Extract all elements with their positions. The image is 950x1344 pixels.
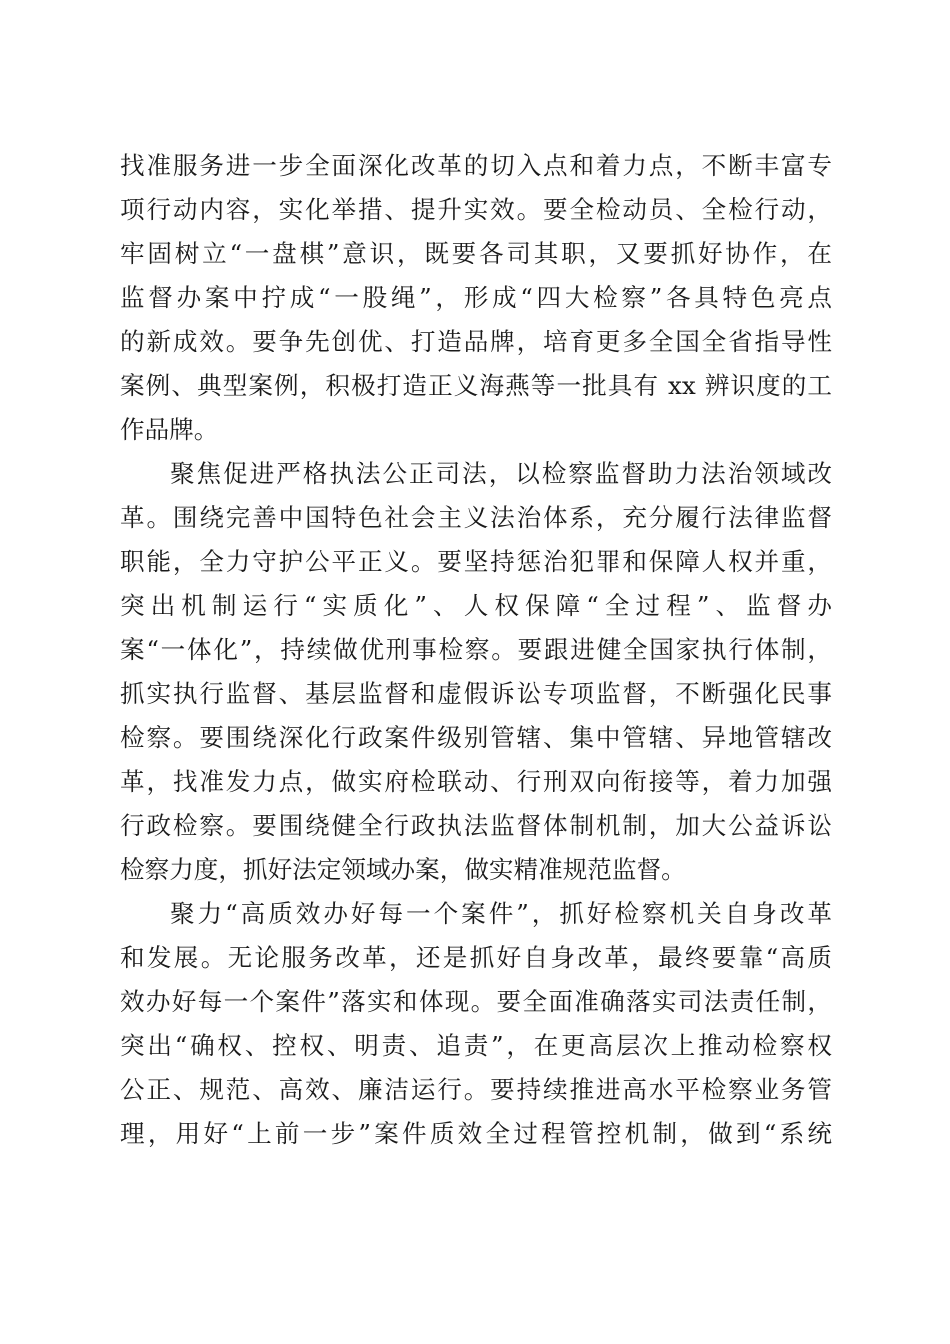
text-line: 行政检察。要围绕健全行政执法监督体制机制，加大公益诉讼	[120, 811, 832, 840]
text-line: 效办好每一个案件”落实和体现。要全面准确落实司法责任制，	[120, 987, 832, 1016]
text-line: 检察力度，抓好法定领域办案，做实精准规范监督。	[120, 855, 686, 884]
paragraph-1	[120, 144, 832, 452]
text-line: 监督办案中拧成“一股绳”，形成“四大检察”各具特色亮点	[120, 283, 832, 312]
text-line: 突出机制运行“实质化”、人权保障“全过程”、监督办	[120, 591, 832, 620]
text-line: 公正、规范、高效、廉洁运行。要持续推进高水平检察业务管	[120, 1075, 832, 1104]
text-line: 的新成效。要争先创优、打造品牌，培育更多全国全省指导性	[120, 327, 832, 356]
text-line: 革，找准发力点，做实府检联动、行刑双向衔接等，着力加强	[120, 767, 832, 796]
text-line: 聚焦促进严格执法公正司法，以检察监督助力法治领域改	[170, 459, 832, 488]
text-line: 作品牌。	[120, 415, 219, 444]
text-line: 职能，全力守护公平正义。要坚持惩治犯罪和保障人权并重，	[120, 547, 832, 576]
document-body	[120, 144, 832, 1156]
text-line: 突出“确权、控权、明责、追责”，在更高层次上推动检察权	[120, 1031, 832, 1060]
text-line: 案“一体化”，持续做优刑事检察。要跟进健全国家执行体制，	[120, 635, 832, 664]
text-line: 和发展。无论服务改革，还是抓好自身改革，最终要靠“高质	[120, 943, 832, 972]
paragraph-3	[120, 892, 832, 1156]
text-line: 抓实执行监督、基层监督和虚假诉讼专项监督，不断强化民事	[120, 679, 832, 708]
text-line: 革。围绕完善中国特色社会主义法治体系，充分履行法律监督	[120, 503, 832, 532]
text-line: 聚力“高质效办好每一个案件”，抓好检察机关自身改革	[170, 899, 832, 928]
text-line: 检察。要围绕深化行政案件级别管辖、集中管辖、异地管辖改	[120, 723, 832, 752]
paragraph-2	[120, 452, 832, 892]
text-line: 理，用好“上前一步”案件质效全过程管控机制，做到“系统	[120, 1119, 832, 1148]
text-line: 案例、典型案例，积极打造正义海燕等一批具有 xx 辨识度的工	[120, 371, 832, 400]
text-line: 项行动内容，实化举措、提升实效。要全检动员、全检行动，	[120, 195, 832, 224]
text-line: 找准服务进一步全面深化改革的切入点和着力点，不断丰富专	[120, 151, 832, 180]
text-line: 牢固树立“一盘棋”意识，既要各司其职，又要抓好协作，在	[120, 239, 832, 268]
